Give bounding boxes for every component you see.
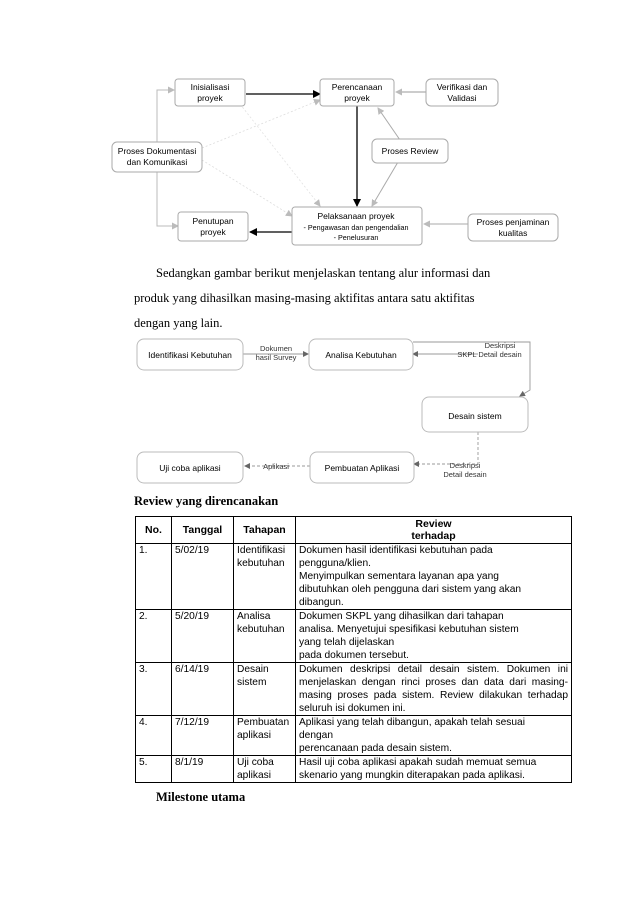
- col-tahapan: Tahapan: [234, 517, 296, 544]
- svg-text:kualitas: kualitas: [498, 228, 528, 238]
- node-desain: [422, 397, 528, 432]
- cell-no: 5.: [136, 756, 172, 783]
- intro-paragraph: [134, 261, 554, 286]
- table-row: [136, 716, 572, 756]
- table-row: [136, 544, 572, 610]
- svg-text:- Pengawasan dan pengendalian: - Pengawasan dan pengendalian: [303, 223, 409, 232]
- cell-review: [296, 610, 572, 663]
- desc-line: dibangun.: [299, 597, 344, 608]
- node-dokumentasi: [112, 142, 202, 172]
- node-penutupan: [178, 212, 248, 241]
- label-dokumen: Dokumen: [259, 344, 293, 353]
- cell-tanggal: 7/12/19: [172, 716, 234, 756]
- cell-tahapan: [234, 610, 296, 663]
- paragraph-line-3: dengan yang lain.: [134, 316, 223, 330]
- label-hasil-survey: hasil Survey: [255, 353, 297, 362]
- milestone-heading: Milestone utama: [156, 790, 246, 804]
- tahapan-line-1: Identifikasi: [237, 545, 286, 556]
- table-row: [136, 610, 572, 663]
- desc-line: dibutuhkan oleh pengguna dari sistem yang akan: [299, 584, 522, 595]
- tahapan-line-2: kebutuhan: [237, 624, 285, 635]
- desc-line: Dokumen SKPL yang dihasilkan dari tahapan: [299, 611, 504, 622]
- cell-review: [296, 716, 572, 756]
- paragraph-line-2: produk yang dihasilkan masing-masing aktifitas antara satu aktifitas: [134, 291, 475, 305]
- node-pembuatan-label: Pembuatan Aplikasi: [324, 463, 400, 473]
- col-tanggal: Tanggal: [172, 517, 234, 544]
- review-heading: Review yang direncanakan: [134, 494, 279, 508]
- tahapan-line-1: Analisa: [237, 611, 271, 622]
- cell-review: [296, 663, 572, 716]
- desc-line: perencanaan pada desain sistem.: [299, 743, 452, 754]
- node-identifikasi-label: Identifikasi Kebutuhan: [148, 350, 232, 360]
- cell-no: 2.: [136, 610, 172, 663]
- col-review-line-2: terhadap: [411, 530, 456, 542]
- col-no: No.: [136, 517, 172, 544]
- tahapan-line-1: Uji coba: [237, 757, 274, 768]
- desc-line: yang telah dijelaskan: [299, 637, 395, 648]
- desc-line: analisa. Menyetujui spesifikasi kebutuhan sistem: [299, 624, 519, 635]
- desc-line: skenario yang mungkin diterapakan pada aplikasi.: [299, 770, 525, 781]
- project-process-diagram: [0, 0, 638, 250]
- node-verifikasi: [426, 79, 498, 106]
- table-header-row: [136, 517, 572, 544]
- arrow-review-pelaksanaan: [372, 162, 398, 206]
- arrow-dokumentasi-pelaksanaan: [202, 160, 292, 216]
- tahapan-line-1: Desain: [237, 664, 269, 675]
- desc-line: Hasil uji coba aplikasi apakah sudah memuat semua: [299, 757, 537, 768]
- arrow-dokumentasi-perencanaan: [202, 100, 320, 148]
- paragraph-line-1: Sedangkan gambar berikut menjelaskan tentang alur informasi dan: [156, 266, 491, 280]
- arrow-dokumentasi-penutupan: [157, 172, 178, 226]
- col-review-line-1: Review: [415, 518, 452, 530]
- svg-text:Penutupan: Penutupan: [192, 216, 234, 226]
- svg-text:Proses penjaminan: Proses penjaminan: [476, 217, 550, 227]
- table-row: [136, 663, 572, 716]
- desc-line: Aplikasi yang telah dibangun, apakah telah sesuai: [299, 717, 525, 728]
- svg-text:Validasi: Validasi: [447, 93, 477, 103]
- node-penjaminan: [468, 214, 558, 241]
- svg-text:Proses Dokumentasi: Proses Dokumentasi: [117, 146, 197, 156]
- label-aplikasi: Aplikasi: [263, 462, 289, 471]
- arrow-review-perencanaan: [378, 108, 400, 140]
- desc-line: Dokumen hasil identifikasi kebutuhan pada: [299, 545, 493, 556]
- node-uji: [137, 452, 243, 483]
- desc-line: pengguna/klien.: [299, 558, 371, 569]
- tahapan-line-2: aplikasi: [237, 730, 271, 741]
- svg-text:dan Komunikasi: dan Komunikasi: [126, 157, 188, 167]
- svg-text:proyek: proyek: [344, 93, 370, 103]
- svg-text:- Penelusuran: - Penelusuran: [333, 233, 379, 242]
- tahapan-line-2: sistem: [237, 677, 267, 688]
- svg-text:Proses Review: Proses Review: [381, 146, 439, 156]
- svg-text:Verifikasi dan: Verifikasi dan: [436, 82, 488, 92]
- cell-tanggal: 6/14/19: [172, 663, 234, 716]
- label-skpl: SKPL: [457, 350, 477, 359]
- information-flow-diagram: [0, 330, 638, 490]
- svg-text:Perencanaan: Perencanaan: [331, 82, 383, 92]
- tahapan-line-2: aplikasi: [237, 770, 271, 781]
- desc-line: pada dokumen tersebut.: [299, 650, 409, 661]
- tahapan-line-2: kebutuhan: [237, 558, 285, 569]
- cell-no: 4.: [136, 716, 172, 756]
- node-inisialisasi: [175, 79, 245, 106]
- node-analisa-label: Analisa Kebutuhan: [325, 350, 397, 360]
- svg-text:proyek: proyek: [197, 93, 223, 103]
- svg-text:Pelaksanaan proyek: Pelaksanaan proyek: [317, 211, 395, 221]
- node-perencanaan: [320, 79, 394, 106]
- node-analisa: [309, 339, 413, 370]
- cell-tahapan: [234, 544, 296, 610]
- node-pelaksanaan: [292, 207, 422, 245]
- review-table: [135, 516, 572, 783]
- cell-tanggal: 5/20/19: [172, 610, 234, 663]
- cell-review: [296, 544, 572, 610]
- table-row: [136, 756, 572, 783]
- col-review: [296, 517, 572, 544]
- node-desain-label: Desain sistem: [448, 411, 502, 421]
- cell-tahapan: [234, 756, 296, 783]
- svg-text:proyek: proyek: [200, 227, 226, 237]
- desc-line: dengan: [299, 730, 333, 741]
- cell-review: [296, 756, 572, 783]
- desc-line: Menyimpulkan sementara layanan apa yang: [299, 571, 499, 582]
- desc-line: Dokumen deskripsi detail desain sistem. Dokumen ini menjelaskan dengan rinci proses dan data dari masing-masing proses pada sistem. Review dilakukan terhadap seluruh isi dokumen ini.: [299, 664, 568, 714]
- cell-tanggal: 5/02/19: [172, 544, 234, 610]
- cell-tahapan: [234, 716, 296, 756]
- label-detail-desain-top: Detail desain: [478, 350, 522, 359]
- label-deskripsi-bottom: Deskripsi: [449, 461, 481, 470]
- cell-no: 1.: [136, 544, 172, 610]
- node-identifikasi: [137, 339, 243, 370]
- label-detail-desain-bottom: Detail desain: [443, 470, 487, 479]
- arrow-desain-pembuatan: [414, 432, 478, 464]
- cell-no: 3.: [136, 663, 172, 716]
- tahapan-line-1: Pembuatan: [237, 717, 290, 728]
- node-pembuatan: [310, 452, 414, 483]
- cell-tahapan: [234, 663, 296, 716]
- intro-paragraph-cont: [134, 286, 554, 336]
- arrow-dokumentasi-inisialisasi: [157, 90, 174, 142]
- cell-tanggal: 8/1/19: [172, 756, 234, 783]
- node-review: [372, 139, 448, 163]
- node-uji-label: Uji coba aplikasi: [159, 463, 221, 473]
- arrow-inisialisasi-pelaksanaan: [240, 104, 320, 206]
- label-deskripsi-top: Deskripsi: [484, 341, 516, 350]
- node-inisialisasi-label: Inisialisasi: [190, 82, 230, 92]
